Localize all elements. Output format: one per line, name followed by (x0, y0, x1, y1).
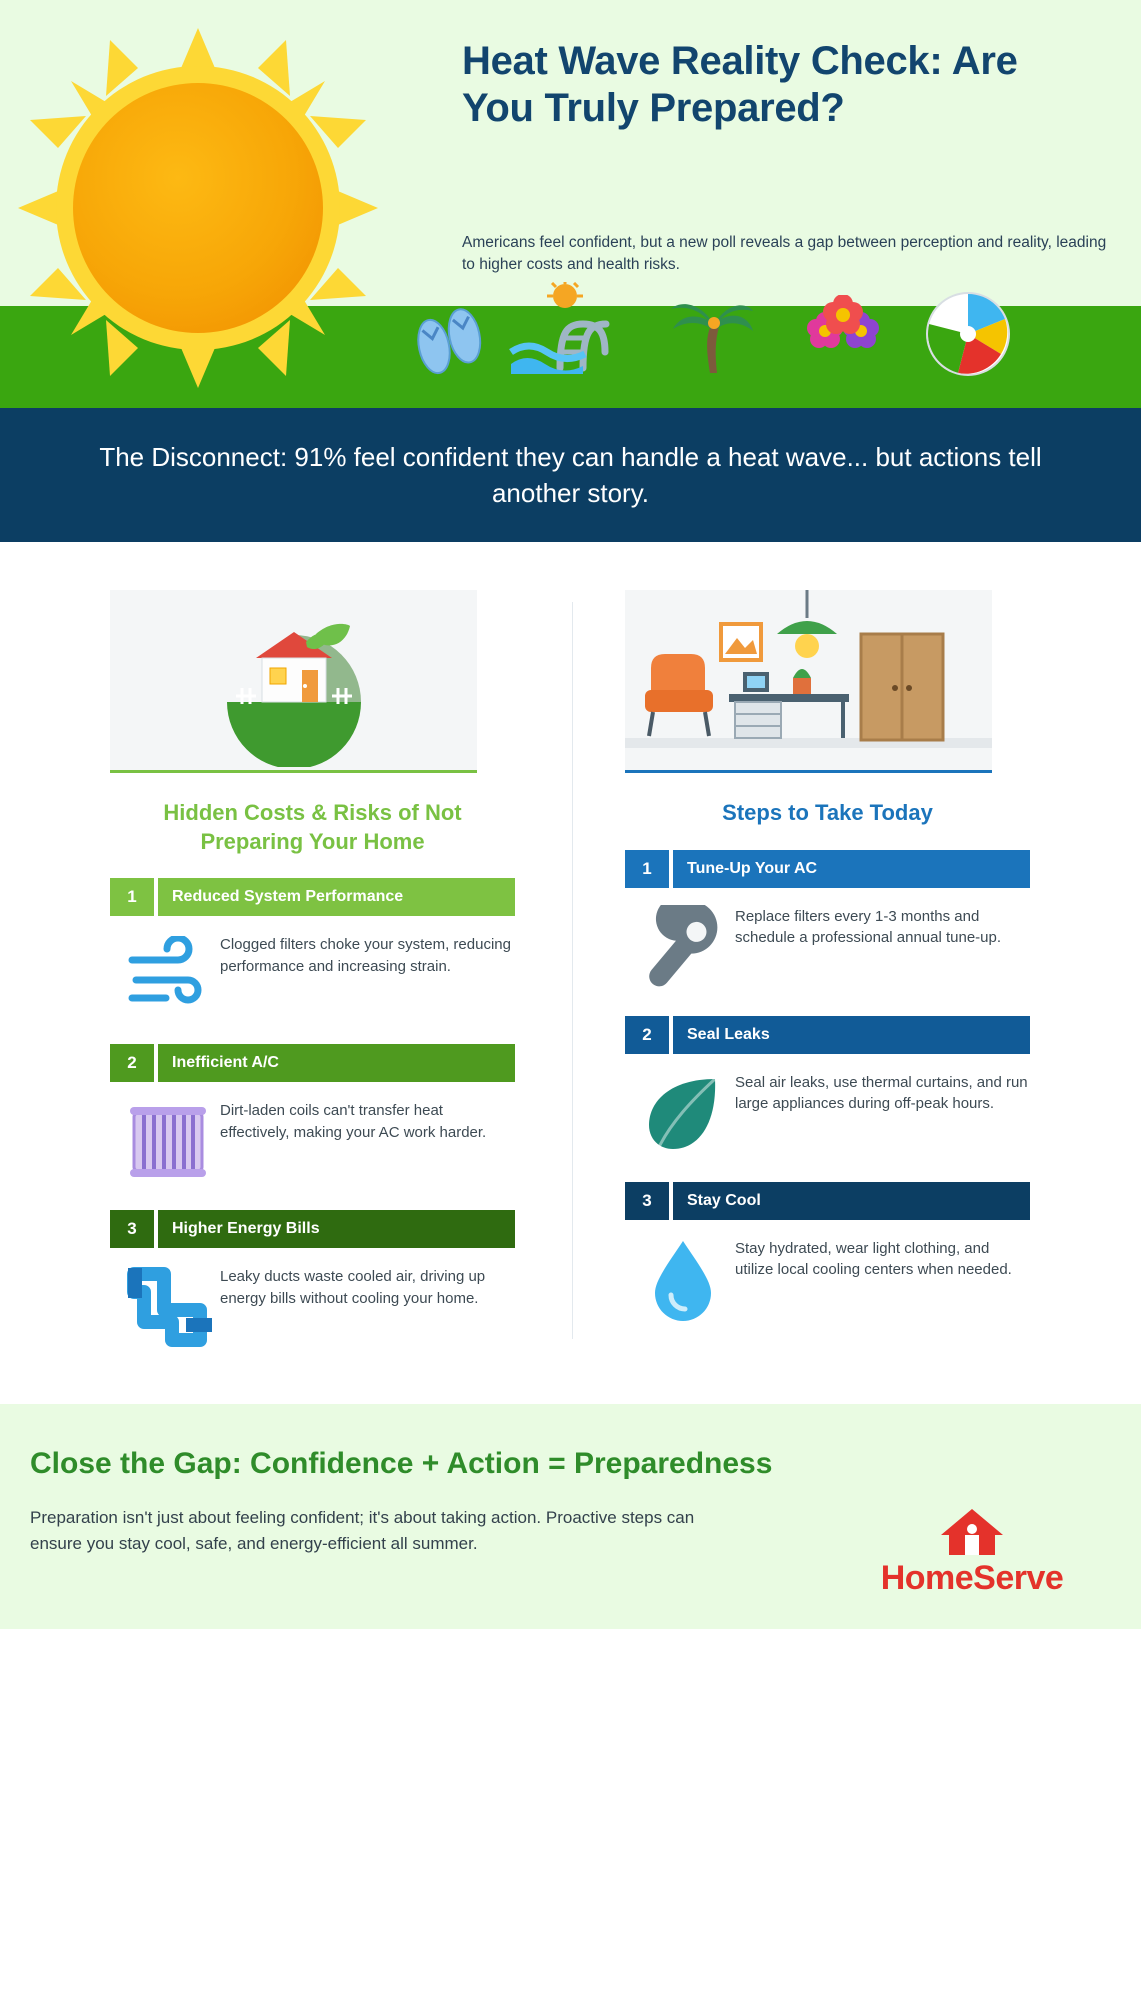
item-text: Clogged filters choke your system, reducing performance and increasing strain. (220, 936, 511, 975)
homeserve-logo[interactable] (837, 1505, 1107, 1598)
list-item (625, 1182, 1030, 1326)
sun-core (73, 83, 323, 333)
condenser-coil-icon (116, 1096, 220, 1188)
flip-flops-icon (405, 305, 495, 380)
list-item (625, 850, 1030, 994)
column-steps-today (570, 590, 1030, 1354)
house-logo-icon (937, 1505, 1007, 1559)
item-header (625, 1016, 1030, 1054)
banner-text: The Disconnect: 91% feel confident they can handle a heat wave... but actions tell another story. (99, 441, 1042, 508)
item-number: 2 (625, 1016, 669, 1054)
item-text: Seal air leaks, use thermal curtains, and run large appliances during off-peak hours. (735, 1073, 1028, 1113)
beach-icon-row (395, 296, 1125, 386)
item-title: Seal Leaks (673, 1016, 1030, 1054)
sun-icon (18, 28, 378, 388)
page-subtitle: Americans feel confident, but a new poll reveals a gap between perception and reality, leading to higher costs and health risks. (462, 234, 1107, 273)
item-body (110, 1262, 515, 1354)
page-title: Heat Wave Reality Check: Are You Truly Prepared? (462, 39, 1018, 130)
footer-section (0, 1404, 1141, 1629)
home-interior-icon (625, 590, 992, 773)
list-item (110, 1210, 515, 1354)
item-number: 3 (110, 1210, 154, 1248)
item-title: Tune-Up Your AC (673, 850, 1030, 888)
item-text: Leaky ducts waste cooled air, driving up energy bills without cooling your home. (220, 1268, 486, 1307)
list-item (110, 878, 515, 1022)
item-title: Stay Cool (673, 1182, 1030, 1220)
wrench-icon (631, 902, 735, 994)
column-divider (572, 602, 573, 1339)
list-item (110, 1044, 515, 1188)
item-header (110, 1210, 515, 1248)
item-number: 1 (110, 878, 154, 916)
item-header (625, 850, 1030, 888)
list-item (625, 1016, 1030, 1160)
item-text: Dirt-laden coils can't transfer heat effectively, making your AC work harder. (220, 1102, 487, 1141)
item-body (110, 930, 515, 1022)
beach-ball-icon (925, 291, 1011, 382)
water-drop-icon (631, 1234, 735, 1326)
item-header (110, 1044, 515, 1082)
item-body (625, 1068, 1030, 1160)
item-number: 2 (110, 1044, 154, 1082)
item-body (625, 902, 1030, 994)
column-hidden-costs (110, 590, 570, 1354)
disconnect-banner (0, 408, 1141, 542)
item-number: 1 (625, 850, 669, 888)
footer-title: Close the Gap: Confidence + Action = Preparedness (30, 1447, 773, 1481)
hero-section (0, 0, 1141, 408)
footer-text: Preparation isn't just about feeling confident; it's about taking action. Proactive steps can ensure you stay cool, safe, and energy-efficient all summer. (30, 1508, 695, 1553)
item-body (110, 1096, 515, 1188)
item-header (625, 1182, 1030, 1220)
item-text: Replace filters every 1-3 months and schedule a professional annual tune-up. (735, 907, 1002, 947)
duct-pipe-icon (116, 1262, 220, 1354)
item-title: Reduced System Performance (158, 878, 515, 916)
air-flow-icon (116, 930, 220, 1022)
footer-separator (0, 1394, 1141, 1404)
pool-ladder-icon (505, 282, 635, 382)
logo-text: HomeServe (880, 1559, 1064, 1598)
house-with-leaf-icon (110, 590, 477, 773)
leaf-icon (631, 1068, 735, 1160)
item-number: 3 (625, 1182, 669, 1220)
flower-bouquet-icon (795, 295, 890, 382)
item-title: Higher Energy Bills (158, 1210, 515, 1248)
palm-tree-icon (665, 295, 755, 380)
item-title: Inefficient A/C (158, 1044, 515, 1082)
two-column-section (0, 542, 1141, 1394)
left-column-heading: Hidden Costs & Risks of Not Preparing Your Home (163, 800, 462, 854)
item-header (110, 878, 515, 916)
item-body (625, 1234, 1030, 1326)
right-column-heading: Steps to Take Today (722, 800, 933, 825)
item-text: Stay hydrated, wear light clothing, and utilize local cooling centers when needed. (735, 1239, 1012, 1279)
